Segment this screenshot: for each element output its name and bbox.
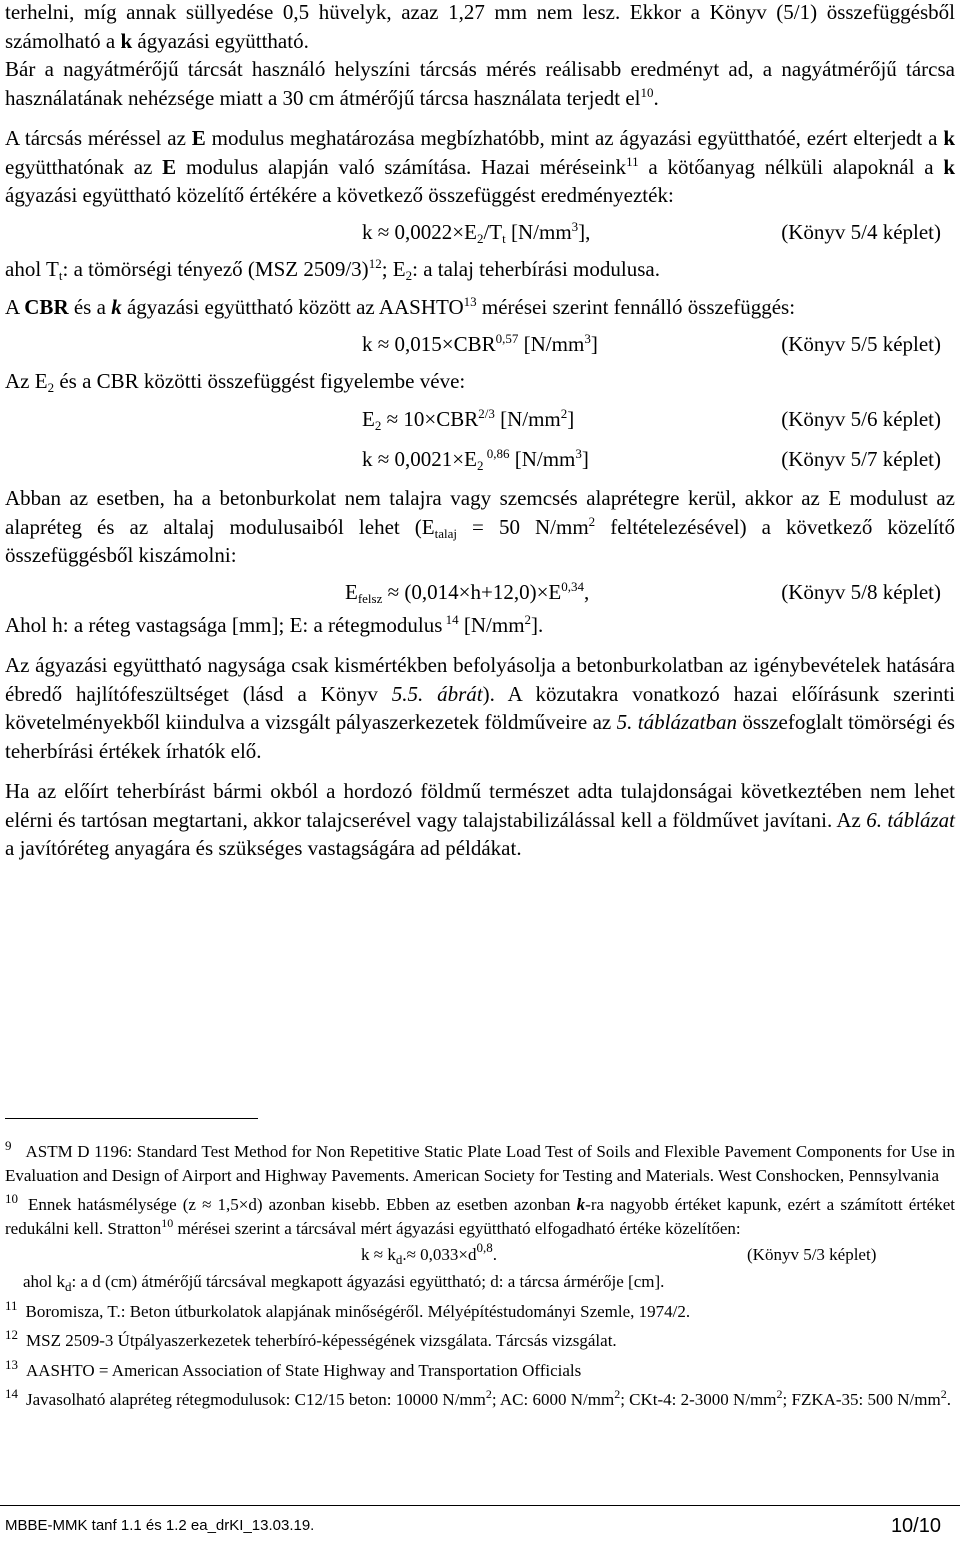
equation-formula: $k \approx 0,0022\times E_2/T_t$ $[N/mm^3]$,	[362, 218, 591, 246]
footer-rule	[0, 1505, 960, 1506]
equation-reference: (Könyv 5/8 képlet)	[781, 579, 941, 604]
footnote-10-definition: ahol $k_d$: a d (cm) átmérőjű tárcsával megkapott ágyazási együttható; d: a tárcsa ármérője [cm].	[23, 1272, 665, 1294]
footnote-11: $^{11}$ Boromisza, T.: Beton útburkolatok alapjának minőségéről. Mélyépítéstudományi Szemle, 1974/2.	[5, 1297, 691, 1321]
equation-5-5: k ≈ 0,015×CBR$^{0,57}$ $[N/mm^3]$ (Könyv 5/5 képlet)	[5, 326, 955, 363]
equation-5-7: $k \approx 0,0021\times E_2$ $^{0,86}$ $[N/mm^3]$ (Könyv 5/7 képlet)	[5, 441, 955, 478]
equation-reference: (Könyv 5/6 képlet)	[781, 407, 941, 431]
paragraph-9: Az ágyazási együttható nagysága csak kismértékben befolyásolja a betonburkolatban az igénybevételek hatására ébredő hajlítófeszültséget (lásd a Könyv 5.5. ábrát). A közutakra vonatkozó hazai előírásunk szerinti követelményekből kiindulva a vizsgált pályaszerkezetek földműveire az 5. táblázatban összefoglalt tömörségi és teherbírási értékek írhatók elő.	[5, 653, 955, 763]
footnote-14: $^{14}$ Javasolható alapréteg rétegmodulusok: C12/15 beton: 10000 $N/mm^2$; AC: 6000 $N/mm^2$; CKt-4: 2-3000 $N/mm^2$; FZKA-35: 500 $N/mm^2$.	[5, 1386, 951, 1409]
equation-5-8: $E_{felsz} \approx (0,014\times h+12,0)\times E^{0,34}$, (Könyv 5/8 képlet)	[5, 574, 955, 611]
footnote-13: $^{13}$ AASHTO = American Association of State Highway and Transportation Officials	[5, 1356, 582, 1380]
footnote-separator	[5, 1118, 258, 1119]
equation-reference: (Könyv 5/7 képlet)	[781, 447, 941, 471]
footnote-10: $^{10}$ Ennek hatásmélysége (z ≈ 1,5×d) azonban kisebb. Ebben az esetben azonban k-ra nagyobb értéket kapunk, ezért a számított értéket redukálni kell. Stratton$^{10}$ mérései szerint a tárcsával mért ágyazási együttható elfogadható értéke közelítően:	[5, 1191, 955, 1238]
paragraph-8: Ahol h: a réteg vastagsága [mm]; E: a rétegmodulus $^{14}$ $[N/mm^2]$.	[5, 611, 544, 637]
footnote-12: $^{12}$ MSZ 2509-3 Útpályaszerkezetek teherbíró-képességének vizsgálata. Tárcsás vizsgálat.	[5, 1327, 617, 1350]
footnote-equation-5-3: $k \approx k_d.\approx 0,033\times d^{0,8}$. (Könyv 5/3 képlet)	[5, 1240, 955, 1270]
paragraph-1: terhelni, míg annak süllyedése 0,5 hüvelyk, azaz 1,27 mm nem lesz. Ekkor a Könyv (5/1) összefüggésből számolható a k ágyazási együttható.	[5, 0, 956, 53]
paragraph-5: A CBR és a k ágyazási együttható között az AASHTO$^{13}$ mérései szerint fennálló összefüggés:	[5, 294, 796, 319]
equation-5-4	[5, 214, 955, 251]
paragraph-2: Bár a nagyátmérőjű tárcsát használó helyszíni tárcsás mérés reálisabb eredményt ad, a nagyátmérőjű tárcsa használatának nehézsége miatt a 30 cm átmérőjű tárcsa használata terjedt $el^{10}$.	[5, 57, 955, 110]
equation-reference: (Könyv 5/3 képlet)	[747, 1245, 877, 1264]
paragraph-6: Az $E_2$ és a CBR közötti összefüggést figyelembe véve:	[5, 368, 466, 395]
equation-reference: (Könyv 5/4 képlet)	[781, 219, 941, 244]
equation-reference: (Könyv 5/5 képlet)	[781, 331, 941, 356]
footnotes	[5, 1134, 955, 1412]
footnote-9: $^9$ ASTM D 1196: Standard Test Method for Non Repetitive Static Plate Load Test of Soils and Flexible Pavement Components for Use in Evaluation and Design of Airport and Highway Pavements. American Society for Testing and Materials. West Conshocken, Pennsylvania	[5, 1138, 955, 1185]
paragraph-4: ahol $T_t$: a tömörségi tényező (MSZ 2509/3)$^{12}$; $E_2$: a talaj teherbírási modulusa.	[5, 255, 660, 283]
footer-document-id: MBBE-MMK tanf 1.1 és 1.2 ea_drKI_13.03.19.	[5, 1517, 315, 1534]
equation-5-6: $E_2 \approx 10\times CBR^{2/3}$ $[N/mm^2]$ (Könyv 5/6 képlet)	[5, 401, 955, 438]
paragraph-3: A tárcsás méréssel az E modulus meghatározása megbízhatóbb, mint az ágyazási együtthatóé, ezért elterjedt a k együtthatónak az E modulus alapján való számítása. Hazai méréseink$^{11}$ a kötőanyag nélküli alapoknál a k ágyazási együttható közelítő értékére a következő összefüggést eredményezték:	[5, 126, 955, 207]
page-footer	[5, 1515, 955, 1537]
page-number: 10/10	[890, 1515, 941, 1537]
document-page	[5, 0, 955, 863]
paragraph-10: Ha az előírt teherbírást bármi okból a hordozó földmű természet adta tulajdonságai következtében nem lehet elérni és tartósan megtartani, akkor talajcserével vagy talajstabilizálással kell a földművet javítani. Az 6. táblázat a javítóréteg anyagára és szükséges vastagságára ad példákat.	[5, 779, 955, 860]
paragraph-7: Abban az esetben, ha a betonburkolat nem talajra vagy szemcsés alaprétegre kerül, akkor az E modulust az alapréteg és az altalaj modulusaiból lehet ($E_{talaj} = 50$ $N/mm^2$ feltételezésével) a következő közelítő összefüggésből kiszámolni:	[5, 486, 956, 567]
